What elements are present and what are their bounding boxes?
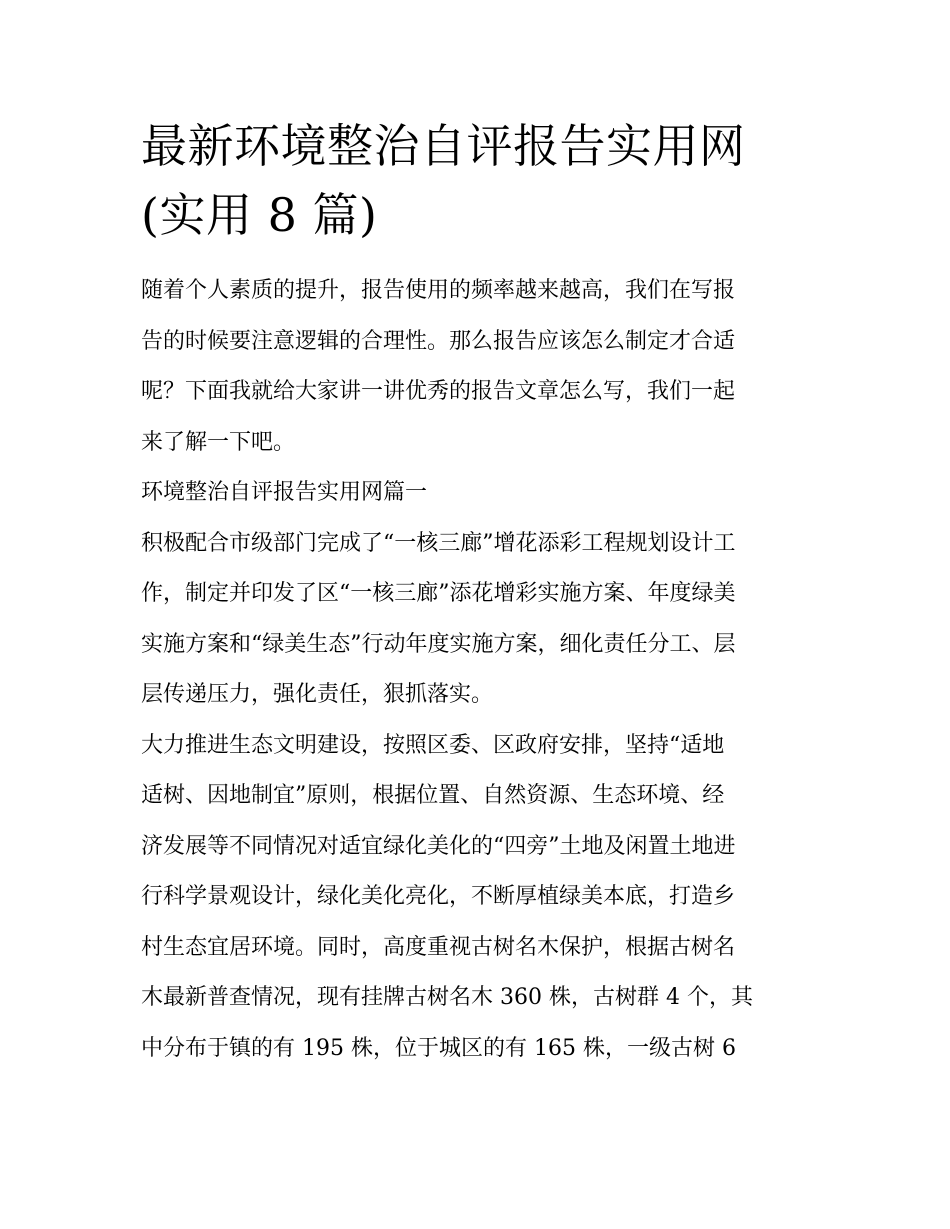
document-title [141, 112, 811, 250]
text-line: 告的时候要注意逻辑的合理性。那么报告应该怎么制定才合适 [141, 328, 736, 354]
text-line: 随着个人素质的提升，报告使用的频率越来越高，我们在写报 [141, 278, 736, 303]
text-line: 积极配合市级部门完成了“一核三廊”增花添彩工程规划设计工 [141, 530, 736, 556]
title-line: 最新环境整治自评报告实用网 [141, 119, 746, 173]
intro-paragraph [141, 266, 811, 468]
text-line: 行科学景观设计，绿化美化亮化，不断厚植绿美本底，打造乡 [141, 884, 736, 909]
text-line: 呢？下面我就给大家讲一讲优秀的报告文章怎么写，我们一起 [141, 379, 736, 404]
body-paragraph-2 [141, 721, 811, 1075]
text-line: 木最新普查情况，现有挂牌古树名木 360 株，古树群 4 个，其 [141, 985, 753, 1010]
text-line: 作，制定并印发了区“一核三廊”添花增彩实施方案、年度绿美 [141, 581, 736, 606]
text-line: 适树、因地制宜”原则，根据位置、自然资源、生态环境、经 [141, 783, 725, 808]
text-line: 实施方案和“绿美生态”行动年度实施方案，细化责任分工、层 [141, 631, 736, 657]
document-body [141, 112, 811, 1074]
section-heading: 环境整治自评报告实用网篇一 [141, 480, 428, 505]
text-line: 中分布于镇的有 195 株，位于城区的有 165 株，一级古树 6 [141, 1035, 736, 1061]
text-line: 大力推进生态文明建设，按照区委、区政府安排，坚持“适地 [141, 732, 725, 758]
title-line: (实用 8 篇) [141, 188, 378, 242]
text-line: 济发展等不同情况对适宜绿化美化的“四旁”土地及闲置土地进 [141, 833, 736, 859]
text-line: 层传递压力，强化责任，狠抓落实。 [141, 682, 494, 707]
text-line: 村生态宜居环境。同时，高度重视古树名木保护，根据古树名 [141, 934, 736, 960]
body-paragraph-1 [141, 519, 811, 721]
text-line: 来了解一下吧。 [141, 429, 296, 455]
